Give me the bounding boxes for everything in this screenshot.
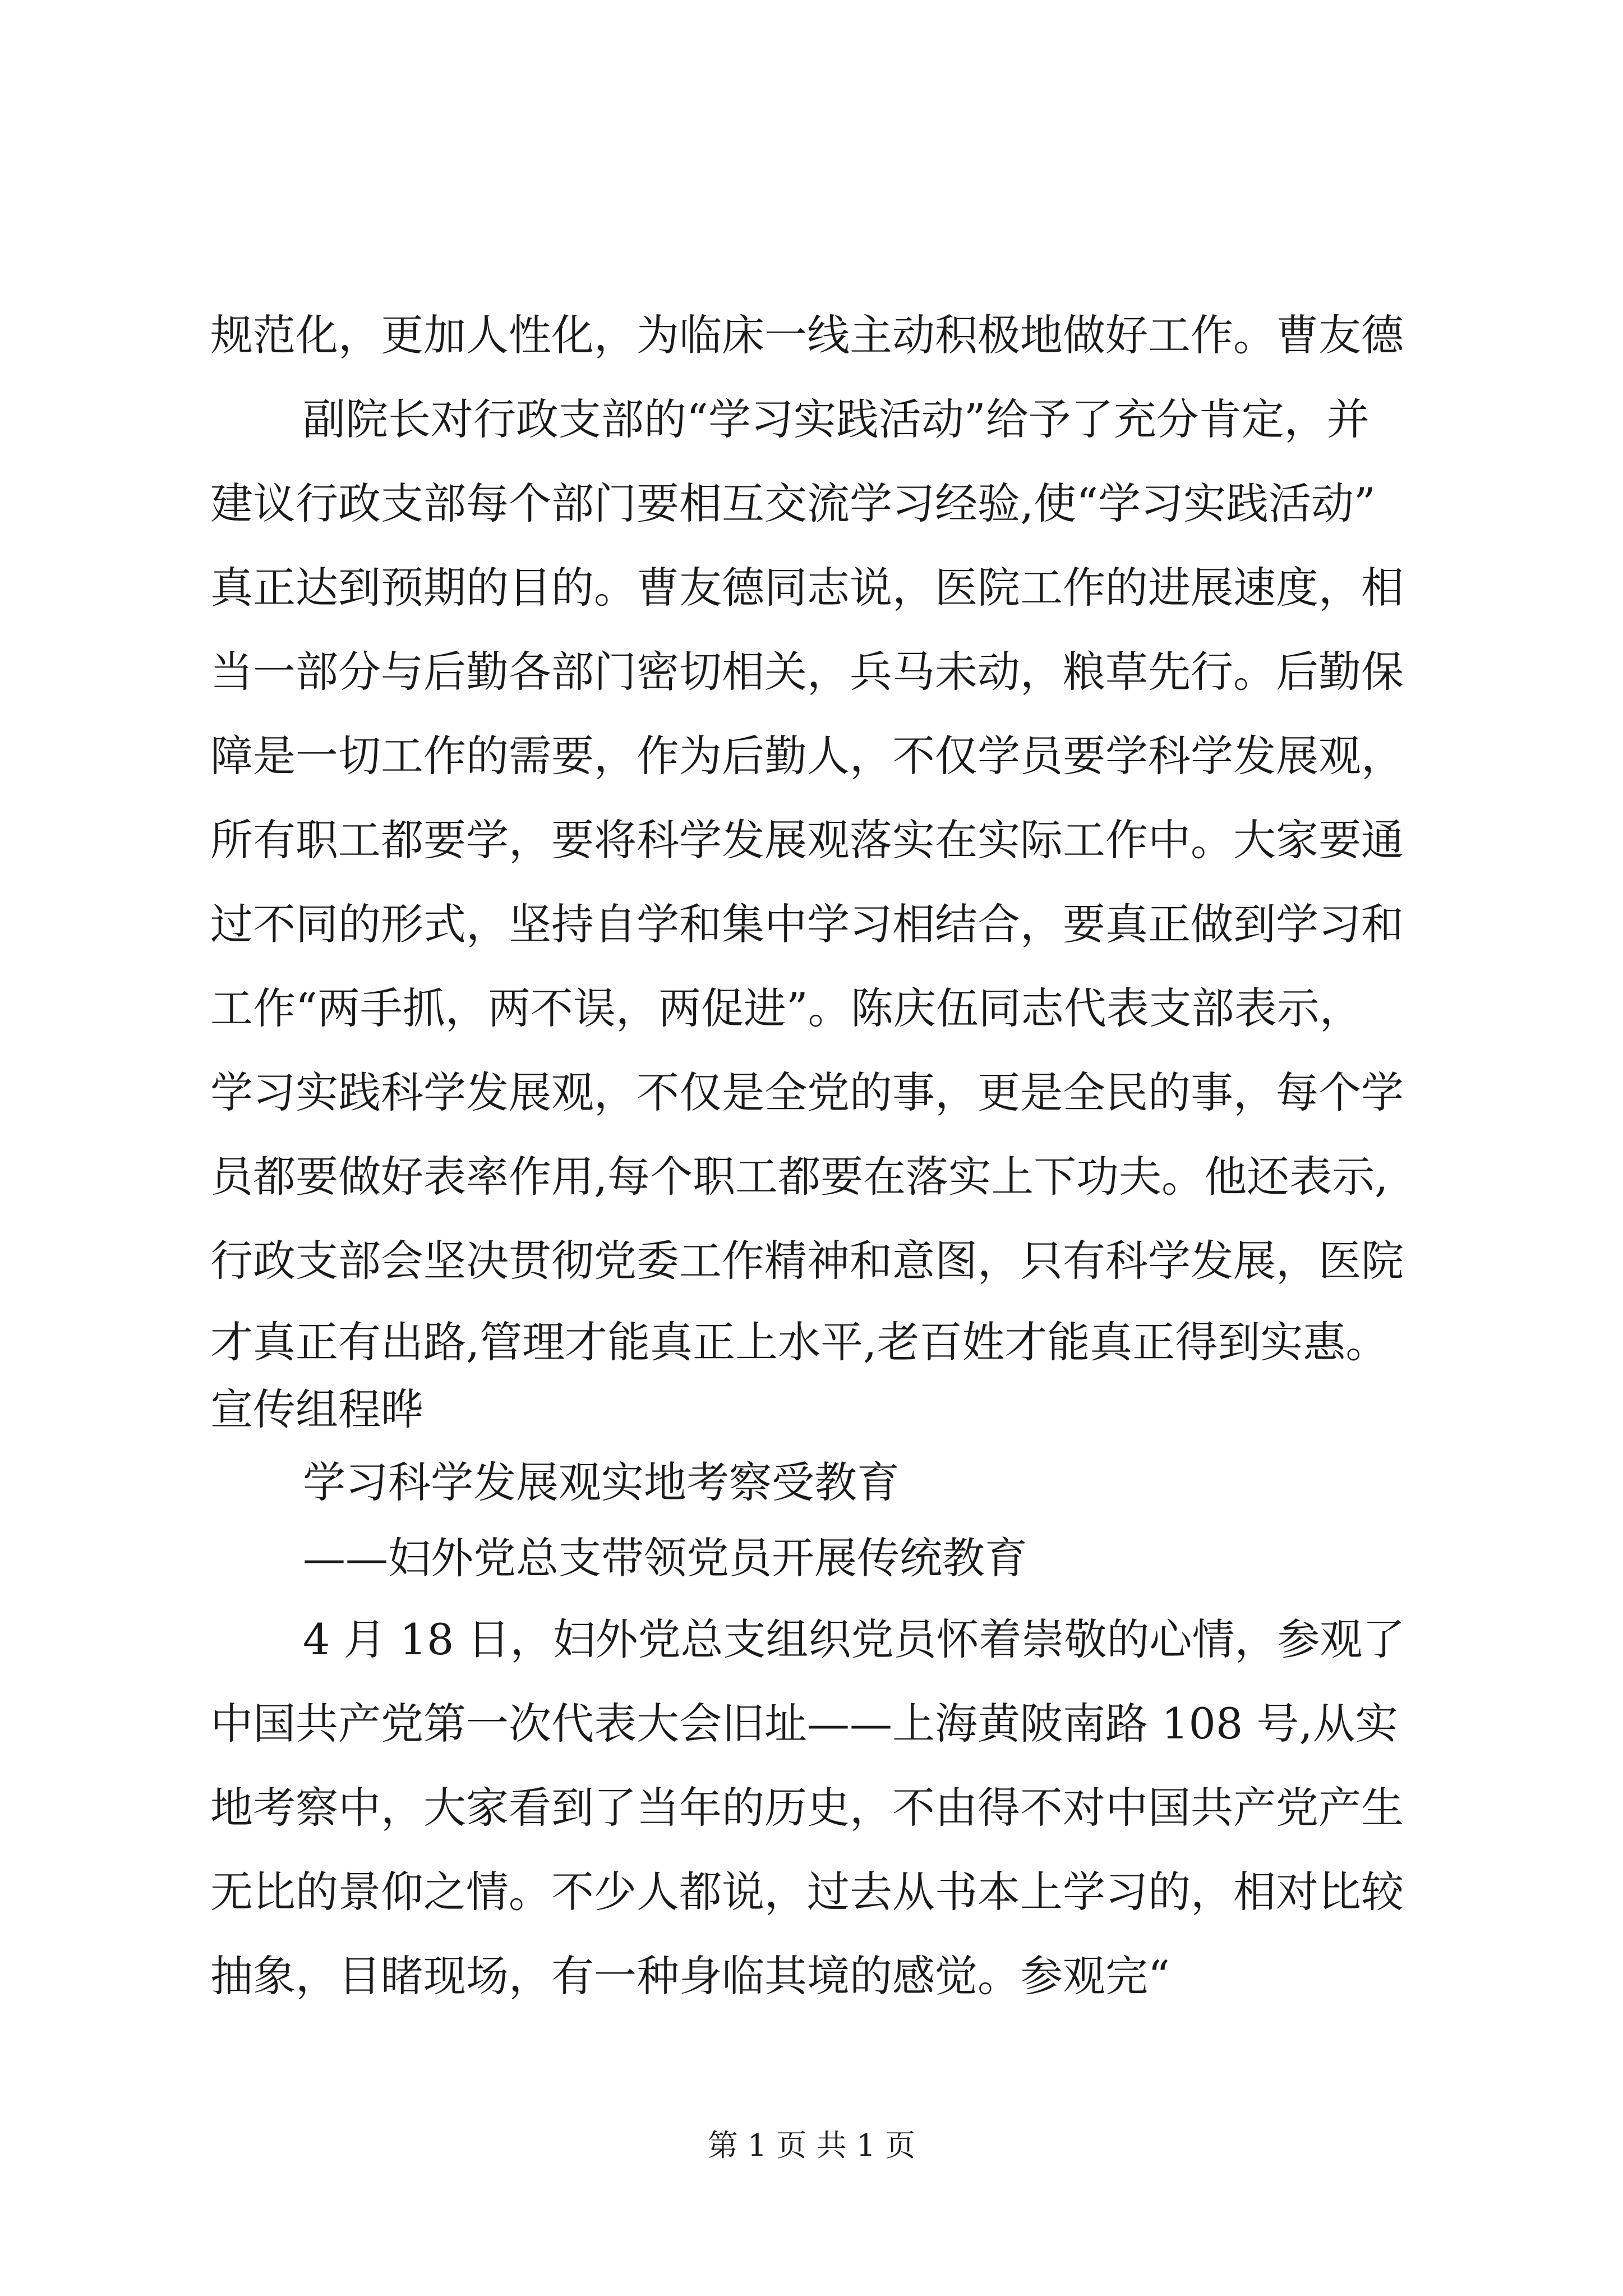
- body-line-12: 行政支部会坚决贯彻党委工作精神和意图，只有科学发展，医院: [210, 1236, 1404, 1286]
- body-line-9: 工作“两手抓，两不误，两促进”。陈庆伍同志代表支部表示，: [210, 983, 1362, 1033]
- body-line-13: 才真正有出路,管理才能真正上水平,老百姓才能真正得到实惠。: [210, 1317, 1389, 1367]
- body-line-18: 中国共产党第一次代表大会旧址——上海黄陂南路 108 号,从实: [210, 1699, 1398, 1749]
- body-line-2: 副院长对行政支部的“学习实践活动”给予了充分肯定，并: [303, 394, 1370, 444]
- body-line-7: 所有职工都要学，要将科学发展观落实在实际工作中。大家要通: [210, 815, 1404, 865]
- author-line: 宣传组程晔: [210, 1384, 423, 1434]
- body-line-11: 员都要做好表率作用,每个职工都要在落实上下功夫。他还表示,: [210, 1152, 1389, 1202]
- body-line-19: 地考察中，大家看到了当年的历史，不由得不对中国共产党产生: [210, 1783, 1404, 1833]
- body-line-20: 无比的景仰之情。不少人都说，过去从书本上学习的，相对比较: [210, 1867, 1404, 1917]
- body-line-6: 障是一切工作的需要，作为后勤人，不仅学员要学科学发展观，: [210, 731, 1404, 781]
- body-line-8: 过不同的形式，坚持自学和集中学习相结合，要真正做到学习和: [210, 899, 1404, 949]
- page-footer: 第 1 页 共 1 页: [707, 2128, 916, 2163]
- body-line-17: 4 月 18 日，妇外党总支组织党员怀着崇敬的心情，参观了: [303, 1614, 1405, 1664]
- article-subtitle: ——妇外党总支带领党员开展传统教育: [303, 1533, 1027, 1583]
- body-line-5: 当一部分与后勤各部门密切相关，兵马未动，粮草先行。后勤保: [210, 647, 1404, 697]
- body-line-4: 真正达到预期的目的。曹友德同志说，医院工作的进展速度，相: [210, 563, 1404, 613]
- body-line-1: 规范化，更加人性化，为临床一线主动积极地做好工作。曹友德: [210, 310, 1404, 360]
- body-line-3: 建议行政支部每个部门要相互交流学习经验,使“学习实践活动”: [210, 478, 1376, 528]
- article-title: 学习科学发展观实地考察受教育: [303, 1457, 900, 1507]
- body-line-21: 抽象，目睹现场，有一种身临其境的感觉。参观完“: [210, 1951, 1170, 2001]
- body-line-10: 学习实践科学发展观，不仅是全党的事，更是全民的事，每个学: [210, 1068, 1404, 1117]
